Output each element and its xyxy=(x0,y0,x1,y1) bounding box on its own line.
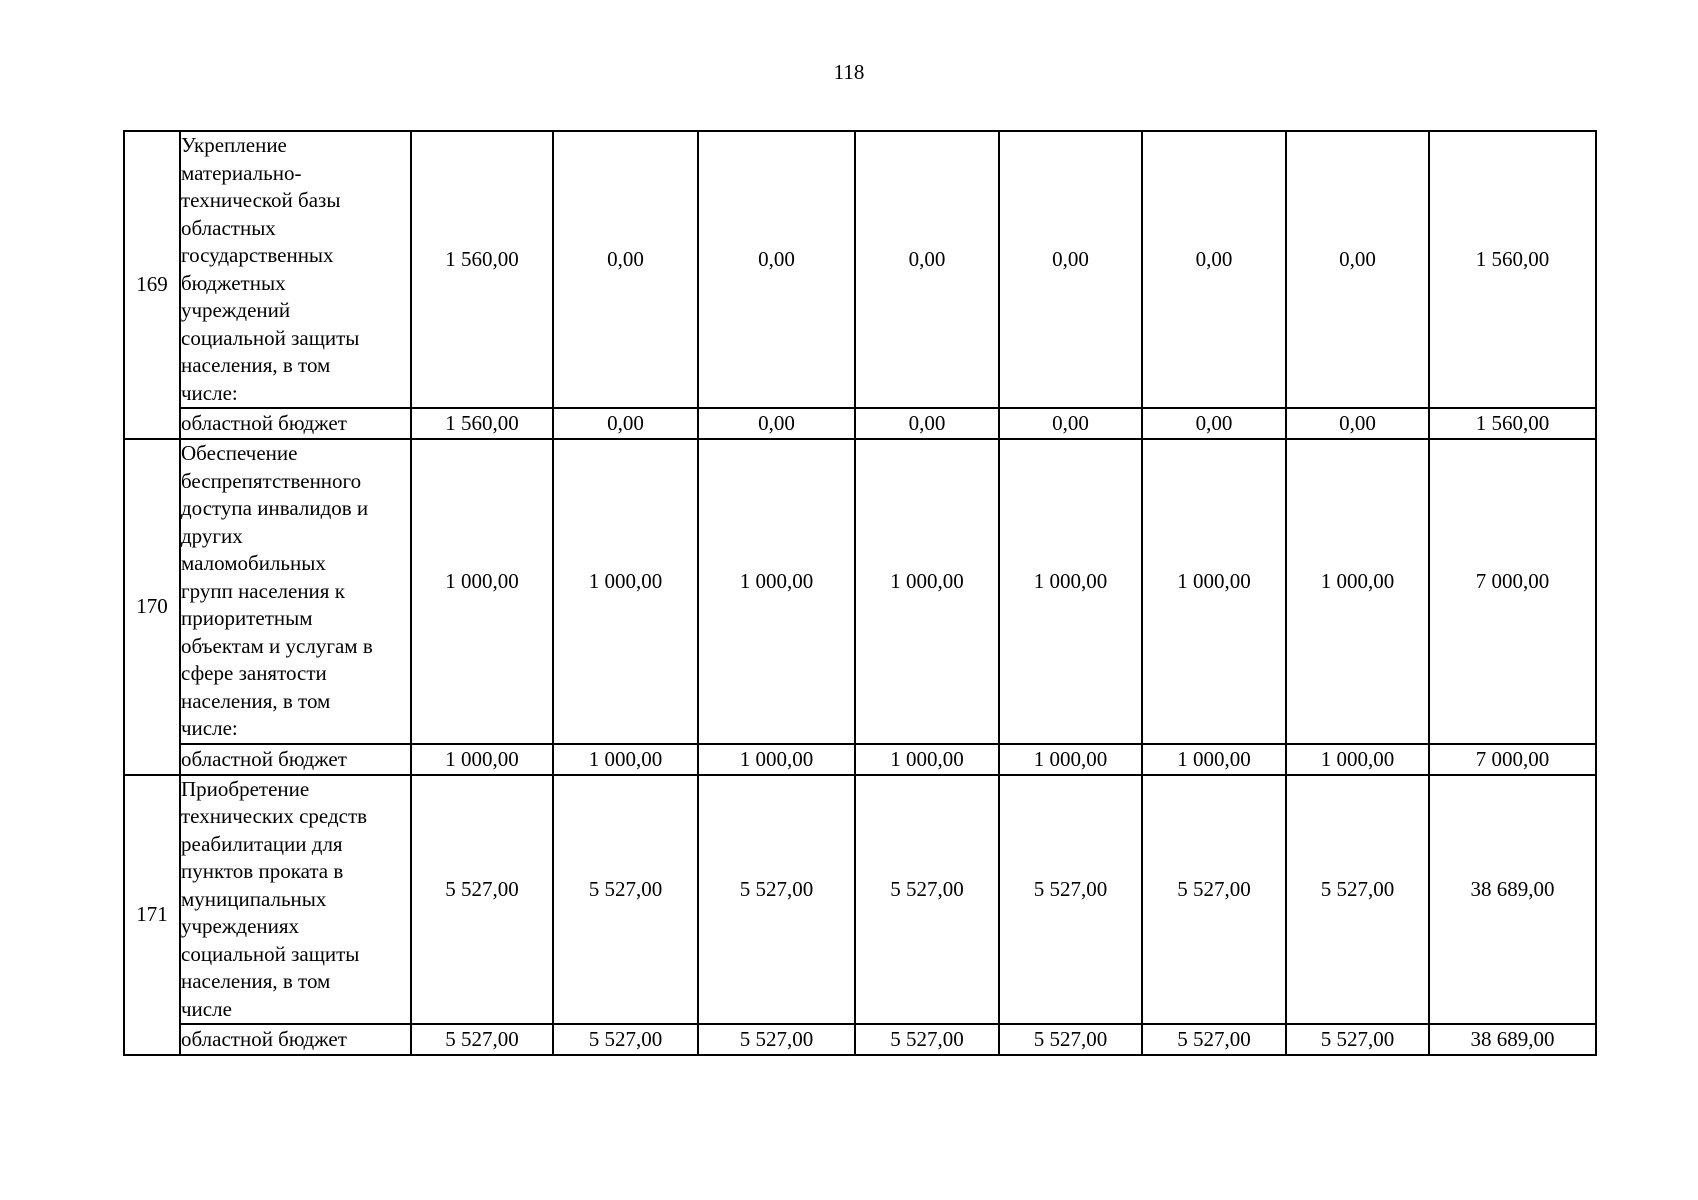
value-cell: 0,00 xyxy=(1142,131,1286,408)
value-cell: 1 000,00 xyxy=(553,439,698,744)
row-index: 170 xyxy=(124,439,180,775)
source-value: 5 527,00 xyxy=(855,1024,999,1055)
source-value: 0,00 xyxy=(999,408,1142,439)
source-value: 0,00 xyxy=(553,408,698,439)
value-cell: 0,00 xyxy=(855,131,999,408)
source-value: 5 527,00 xyxy=(999,1024,1142,1055)
row-index: 169 xyxy=(124,131,180,439)
source-value: 1 000,00 xyxy=(999,744,1142,775)
value-cell: 5 527,00 xyxy=(855,775,999,1025)
source-value: 0,00 xyxy=(698,408,855,439)
source-total: 7 000,00 xyxy=(1429,744,1596,775)
source-value: 0,00 xyxy=(1142,408,1286,439)
total-cell: 7 000,00 xyxy=(1429,439,1596,744)
value-cell: 0,00 xyxy=(999,131,1142,408)
source-value: 1 000,00 xyxy=(553,744,698,775)
source-label: областной бюджет xyxy=(180,1024,411,1055)
source-value: 1 000,00 xyxy=(411,744,553,775)
source-total: 38 689,00 xyxy=(1429,1024,1596,1055)
table-row xyxy=(124,439,1596,744)
source-value: 5 527,00 xyxy=(411,1024,553,1055)
value-cell: 1 000,00 xyxy=(411,439,553,744)
total-cell: 38 689,00 xyxy=(1429,775,1596,1025)
value-cell: 5 527,00 xyxy=(698,775,855,1025)
value-cell: 5 527,00 xyxy=(1286,775,1429,1025)
source-value: 5 527,00 xyxy=(698,1024,855,1055)
source-value: 1 000,00 xyxy=(1142,744,1286,775)
value-cell: 1 560,00 xyxy=(411,131,553,408)
source-label: областной бюджет xyxy=(180,408,411,439)
source-value: 1 560,00 xyxy=(411,408,553,439)
value-cell: 1 000,00 xyxy=(1286,439,1429,744)
value-cell: 5 527,00 xyxy=(1142,775,1286,1025)
row-title: Приобретение технических средств реабилитации для пунктов проката в муниципальных учреждениях социальной защиты населения, в том числе xyxy=(180,775,411,1025)
source-label: областной бюджет xyxy=(180,744,411,775)
source-total: 1 560,00 xyxy=(1429,408,1596,439)
value-cell: 1 000,00 xyxy=(1142,439,1286,744)
table-row xyxy=(124,775,1596,1025)
value-cell: 5 527,00 xyxy=(411,775,553,1025)
total-cell: 1 560,00 xyxy=(1429,131,1596,408)
source-value: 5 527,00 xyxy=(1142,1024,1286,1055)
value-cell: 1 000,00 xyxy=(698,439,855,744)
source-value: 1 000,00 xyxy=(855,744,999,775)
table-row-source xyxy=(124,408,1596,439)
table-row-source xyxy=(124,1024,1596,1055)
value-cell: 0,00 xyxy=(553,131,698,408)
row-index: 171 xyxy=(124,775,180,1056)
value-cell: 0,00 xyxy=(698,131,855,408)
source-value: 5 527,00 xyxy=(1286,1024,1429,1055)
source-value: 0,00 xyxy=(855,408,999,439)
value-cell: 5 527,00 xyxy=(553,775,698,1025)
table-row xyxy=(124,131,1596,408)
budget-table xyxy=(123,130,1597,1056)
row-title: Обеспечение беспрепятственного доступа инвалидов и других маломобильных групп населения к приоритетным объектам и услугам в сфере занятости населения, в том числе: xyxy=(180,439,411,744)
source-value: 1 000,00 xyxy=(698,744,855,775)
value-cell: 0,00 xyxy=(1286,131,1429,408)
value-cell: 1 000,00 xyxy=(855,439,999,744)
source-value: 0,00 xyxy=(1286,408,1429,439)
source-value: 1 000,00 xyxy=(1286,744,1429,775)
source-value: 5 527,00 xyxy=(553,1024,698,1055)
row-title: Укрепление материально- технической базы областных государственных бюджетных учреждений социальной защиты населения, в том числе: xyxy=(180,131,411,408)
page-number: 118 xyxy=(833,60,865,84)
value-cell: 1 000,00 xyxy=(999,439,1142,744)
value-cell: 5 527,00 xyxy=(999,775,1142,1025)
table-row-source xyxy=(124,744,1596,775)
